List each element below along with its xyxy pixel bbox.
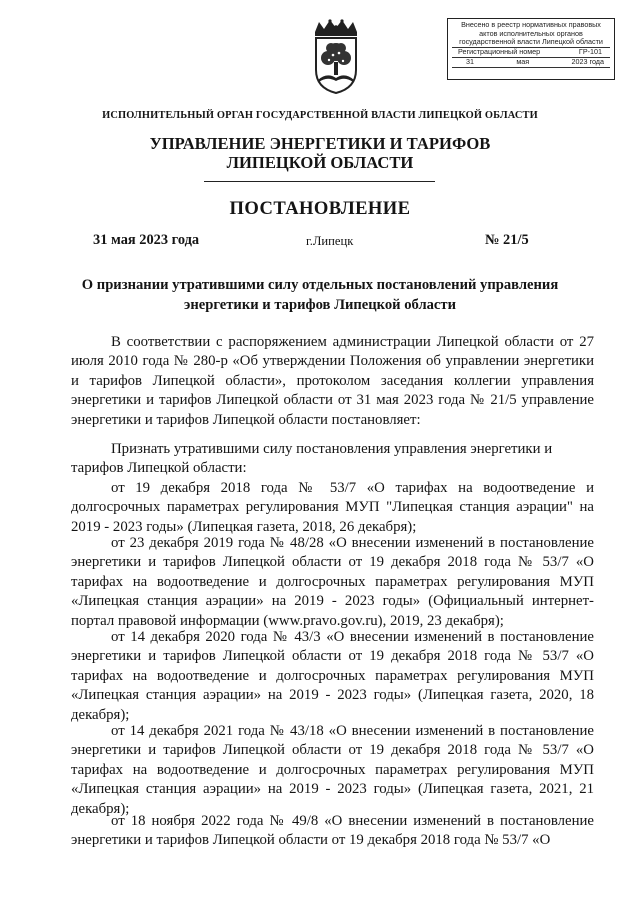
repealed-act-item: от 18 ноября 2022 года № 49/8 «О внесении изменений в постановление энергетики и тарифов Липецкой области от 19 декабря 2018 года № 53/7 «О — [71, 813, 594, 849]
decision-paragraph: Признать утратившими силу постановления управления энергетики и тарифов Липецкой области: — [71, 441, 553, 477]
repealed-act-item: от 14 декабря 2021 года № 43/18 «О внесении изменений в постановление энергетики и тарифов Липецкой области от 19 декабря 2018 года № 53/7 «О тарифах на водоотведение и долгосрочных параметрах регулирования МУП «Липецкая станция аэрации» на 2019 - 2023 годы» (Липецкая газета, 2021, 21 декабря); — [71, 723, 594, 817]
stamp-reg-number-label: Регистрационный номер — [458, 47, 541, 57]
registration-stamp — [447, 18, 615, 80]
preamble-paragraph: В соответствии с распоряжением администрации Липецкой области от 27 июля 2010 года № 280-р «Об утверждении Положения об управлении энергетики и тарифов Липецкой области», протоколом заседания коллегии управления энергетики и тарифов Липецкой области от 31 мая 2023 года № 21/5 управление энергетики и тарифов Липецкой области постановляет: — [71, 334, 594, 428]
document-number: № 21/5 — [485, 232, 529, 248]
document-title-line-1: О признании утратившими силу отдельных постановлений управления — [81, 277, 559, 293]
stamp-line-2: актов исполнительных органов — [479, 28, 583, 38]
stamp-line-1: Внесено в реестр нормативных правовых — [461, 20, 601, 29]
department-name-line-1: УПРАВЛЕНИЕ ЭНЕРГЕТИКИ И ТАРИФОВ — [149, 134, 491, 153]
coat-of-arms-icon — [309, 18, 363, 94]
repealed-act-item: от 23 декабря 2019 года № 48/28 «О внесении изменений в постановление энергетики и тарифов Липецкой области от 19 декабря 2018 года № 53/7 «О тарифах на водоотведение и долгосрочных параметрах регулирования МУП «Липецкая станция аэрации» на 2019 - 2023 годы» (Официальный интернет-портал правовой информации (www.pravo.gov.ru), 2019, 23 декабря); — [71, 535, 594, 629]
stamp-line-3: государственной власти Липецкой области — [452, 38, 610, 48]
authority-name: ИСПОЛНИТЕЛЬНЫЙ ОРГАН ГОСУДАРСТВЕННОЙ ВЛАСТИ ЛИПЕЦКОЙ ОБЛАСТИ — [102, 110, 538, 121]
stamp-day: 31 — [466, 56, 474, 66]
repealed-act-item: от 14 декабря 2020 года № 43/3 «О внесении изменений в постановление энергетики и тарифов Липецкой области от 19 декабря 2018 года № 53/7 «О тарифах на водоотведение и долгосрочных параметрах регулирования МУП «Липецкая станция аэрации» на 2019 - 2023 годы» (Липецкая газета, 2020, 18 декабря); — [71, 629, 594, 723]
repealed-act-item: от 19 декабря 2018 года № 53/7 «О тарифах на водоотведение и долгосрочных параметрах регулирования МУП "Липецкая станция аэрации" на 2019 - 2023 годы» (Липецкая газета, 2018, 26 декабря); — [71, 480, 594, 535]
document-city: г.Липецк — [306, 234, 354, 248]
stamp-month: мая — [516, 56, 530, 66]
document-title-line-2: энергетики и тарифов Липецкой области — [184, 297, 456, 313]
department-name-line-2: ЛИПЕЦКОЙ ОБЛАСТИ — [226, 153, 414, 172]
stamp-reg-number: ГР-101 — [578, 47, 602, 57]
stamp-year: 2023 года — [571, 56, 604, 66]
document-type: ПОСТАНОВЛЕНИЕ — [229, 198, 411, 219]
document-date: 31 мая 2023 года — [93, 232, 200, 248]
header-divider — [204, 181, 435, 182]
